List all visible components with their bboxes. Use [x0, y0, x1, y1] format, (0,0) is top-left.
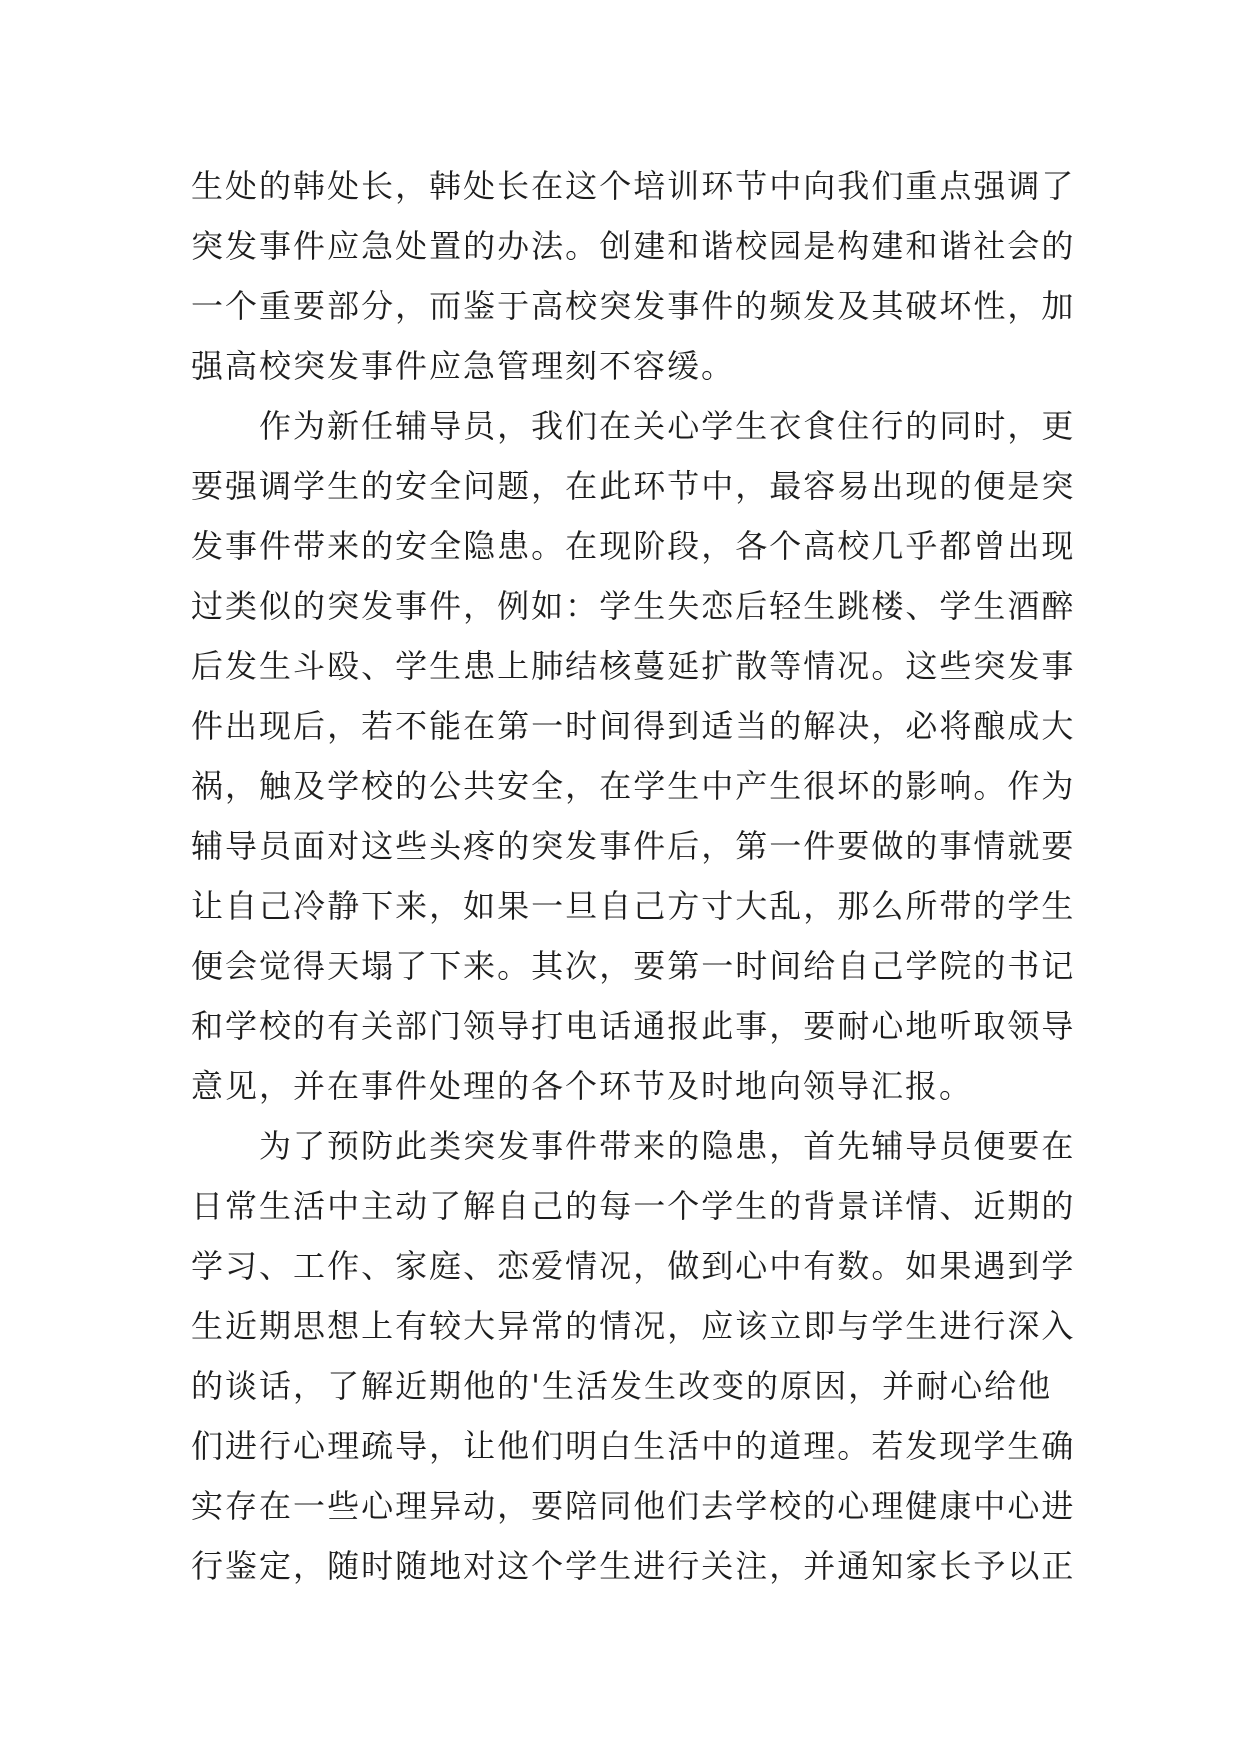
text-line: 作 为 新 任 辅 导 员 ， 我 们 在 关 心 学 生 衣 食 住 行 的 同 时 ， 更 — [259, 407, 1076, 445]
text-line: 实 存 在 一 些 心 理 异 动 ， 要 陪 同 他 们 去 学 校 的 心 理 健 康 中 心 进 — [191, 1487, 1076, 1525]
text-line: 辅 导 员 面 对 这 些 头 疼 的 突 发 事 件 后 ， 第 一 件 要 做 的 事 情 就 要 — [191, 827, 1076, 865]
text-line: 和 学 校 的 有 关 部 门 领 导 打 电 话 通 报 此 事 ， 要 耐 心 地 听 取 领 导 — [191, 1007, 1076, 1045]
text-line: 为 了 预 防 此 类 突 发 事 件 带 来 的 隐 患 ， 首 先 辅 导 员 便 要 在 — [259, 1127, 1076, 1165]
text-line: 便 会 觉 得 天 塌 了 下 来 。 其 次 ， 要 第 一 时 间 给 自 己 学 院 的 书 记 — [191, 947, 1076, 985]
text-line: 祸 ， 触 及 学 校 的 公 共 安 全 ， 在 学 生 中 产 生 很 坏 的 影 响 。 作 为 — [191, 767, 1076, 805]
text-line: 学 习 、 工 作 、 家 庭 、 恋 爱 情 况 ， 做 到 心 中 有 数 。 如 果 遇 到 学 — [191, 1247, 1076, 1285]
text-line: 生 近 期 思 想 上 有 较 大 异 常 的 情 况 ， 应 该 立 即 与 学 生 进 行 深 入 — [191, 1307, 1076, 1345]
text-line: 过 类 似 的 突 发 事 件 ， 例 如 ： 学 生 失 恋 后 轻 生 跳 楼 、 学 生 酒 醉 — [191, 587, 1076, 625]
text-line: 日 常 生 活 中 主 动 了 解 自 己 的 每 一 个 学 生 的 背 景 详 情 、 近 期 的 — [191, 1187, 1076, 1225]
text-line: 行 鉴 定 ， 随 时 随 地 对 这 个 学 生 进 行 关 注 ， 并 通 知 家 长 予 以 正 — [191, 1547, 1076, 1585]
text-line: 的 谈 话 ， 了 解 近 期 他 的 ' 生 活 发 生 改 变 的 原 因 ， 并 耐 心 给 他 — [191, 1367, 1053, 1405]
text-line: 要 强 调 学 生 的 安 全 问 题 ， 在 此 环 节 中 ， 最 容 易 出 现 的 便 是 突 — [191, 467, 1076, 505]
text-line: 们 进 行 心 理 疏 导 ， 让 他 们 明 白 生 活 中 的 道 理 。 若 发 现 学 生 确 — [191, 1427, 1076, 1465]
text-line: 意见，并在事件处理的各个环节及时地向领导汇报。 — [191, 1067, 974, 1105]
document-body — [191, 156, 1076, 1596]
text-line: 突 发 事 件 应 急 处 置 的 办 法 。 创 建 和 谐 校 园 是 构 建 和 谐 社 会 的 — [191, 227, 1076, 265]
text-line: 强高校突发事件应急管理刻不容缓。 — [191, 347, 736, 385]
text-line: 件 出 现 后 ， 若 不 能 在 第 一 时 间 得 到 适 当 的 解 决 ， 必 将 酿 成 大 — [191, 707, 1076, 745]
text-line: 一 个 重 要 部 分 ， 而 鉴 于 高 校 突 发 事 件 的 频 发 及 其 破 坏 性 ， 加 — [191, 287, 1076, 325]
text-line: 发 事 件 带 来 的 安 全 隐 患 。 在 现 阶 段 ， 各 个 高 校 几 乎 都 曾 出 现 — [191, 527, 1076, 565]
text-line: 生 处 的 韩 处 长 ， 韩 处 长 在 这 个 培 训 环 节 中 向 我 们 重 点 强 调 了 — [191, 167, 1076, 205]
text-line: 让 自 己 冷 静 下 来 ， 如 果 一 旦 自 己 方 寸 大 乱 ， 那 么 所 带 的 学 生 — [191, 887, 1076, 925]
text-line: 后 发 生 斗 殴 、 学 生 患 上 肺 结 核 蔓 延 扩 散 等 情 况 。 这 些 突 发 事 — [191, 647, 1076, 685]
